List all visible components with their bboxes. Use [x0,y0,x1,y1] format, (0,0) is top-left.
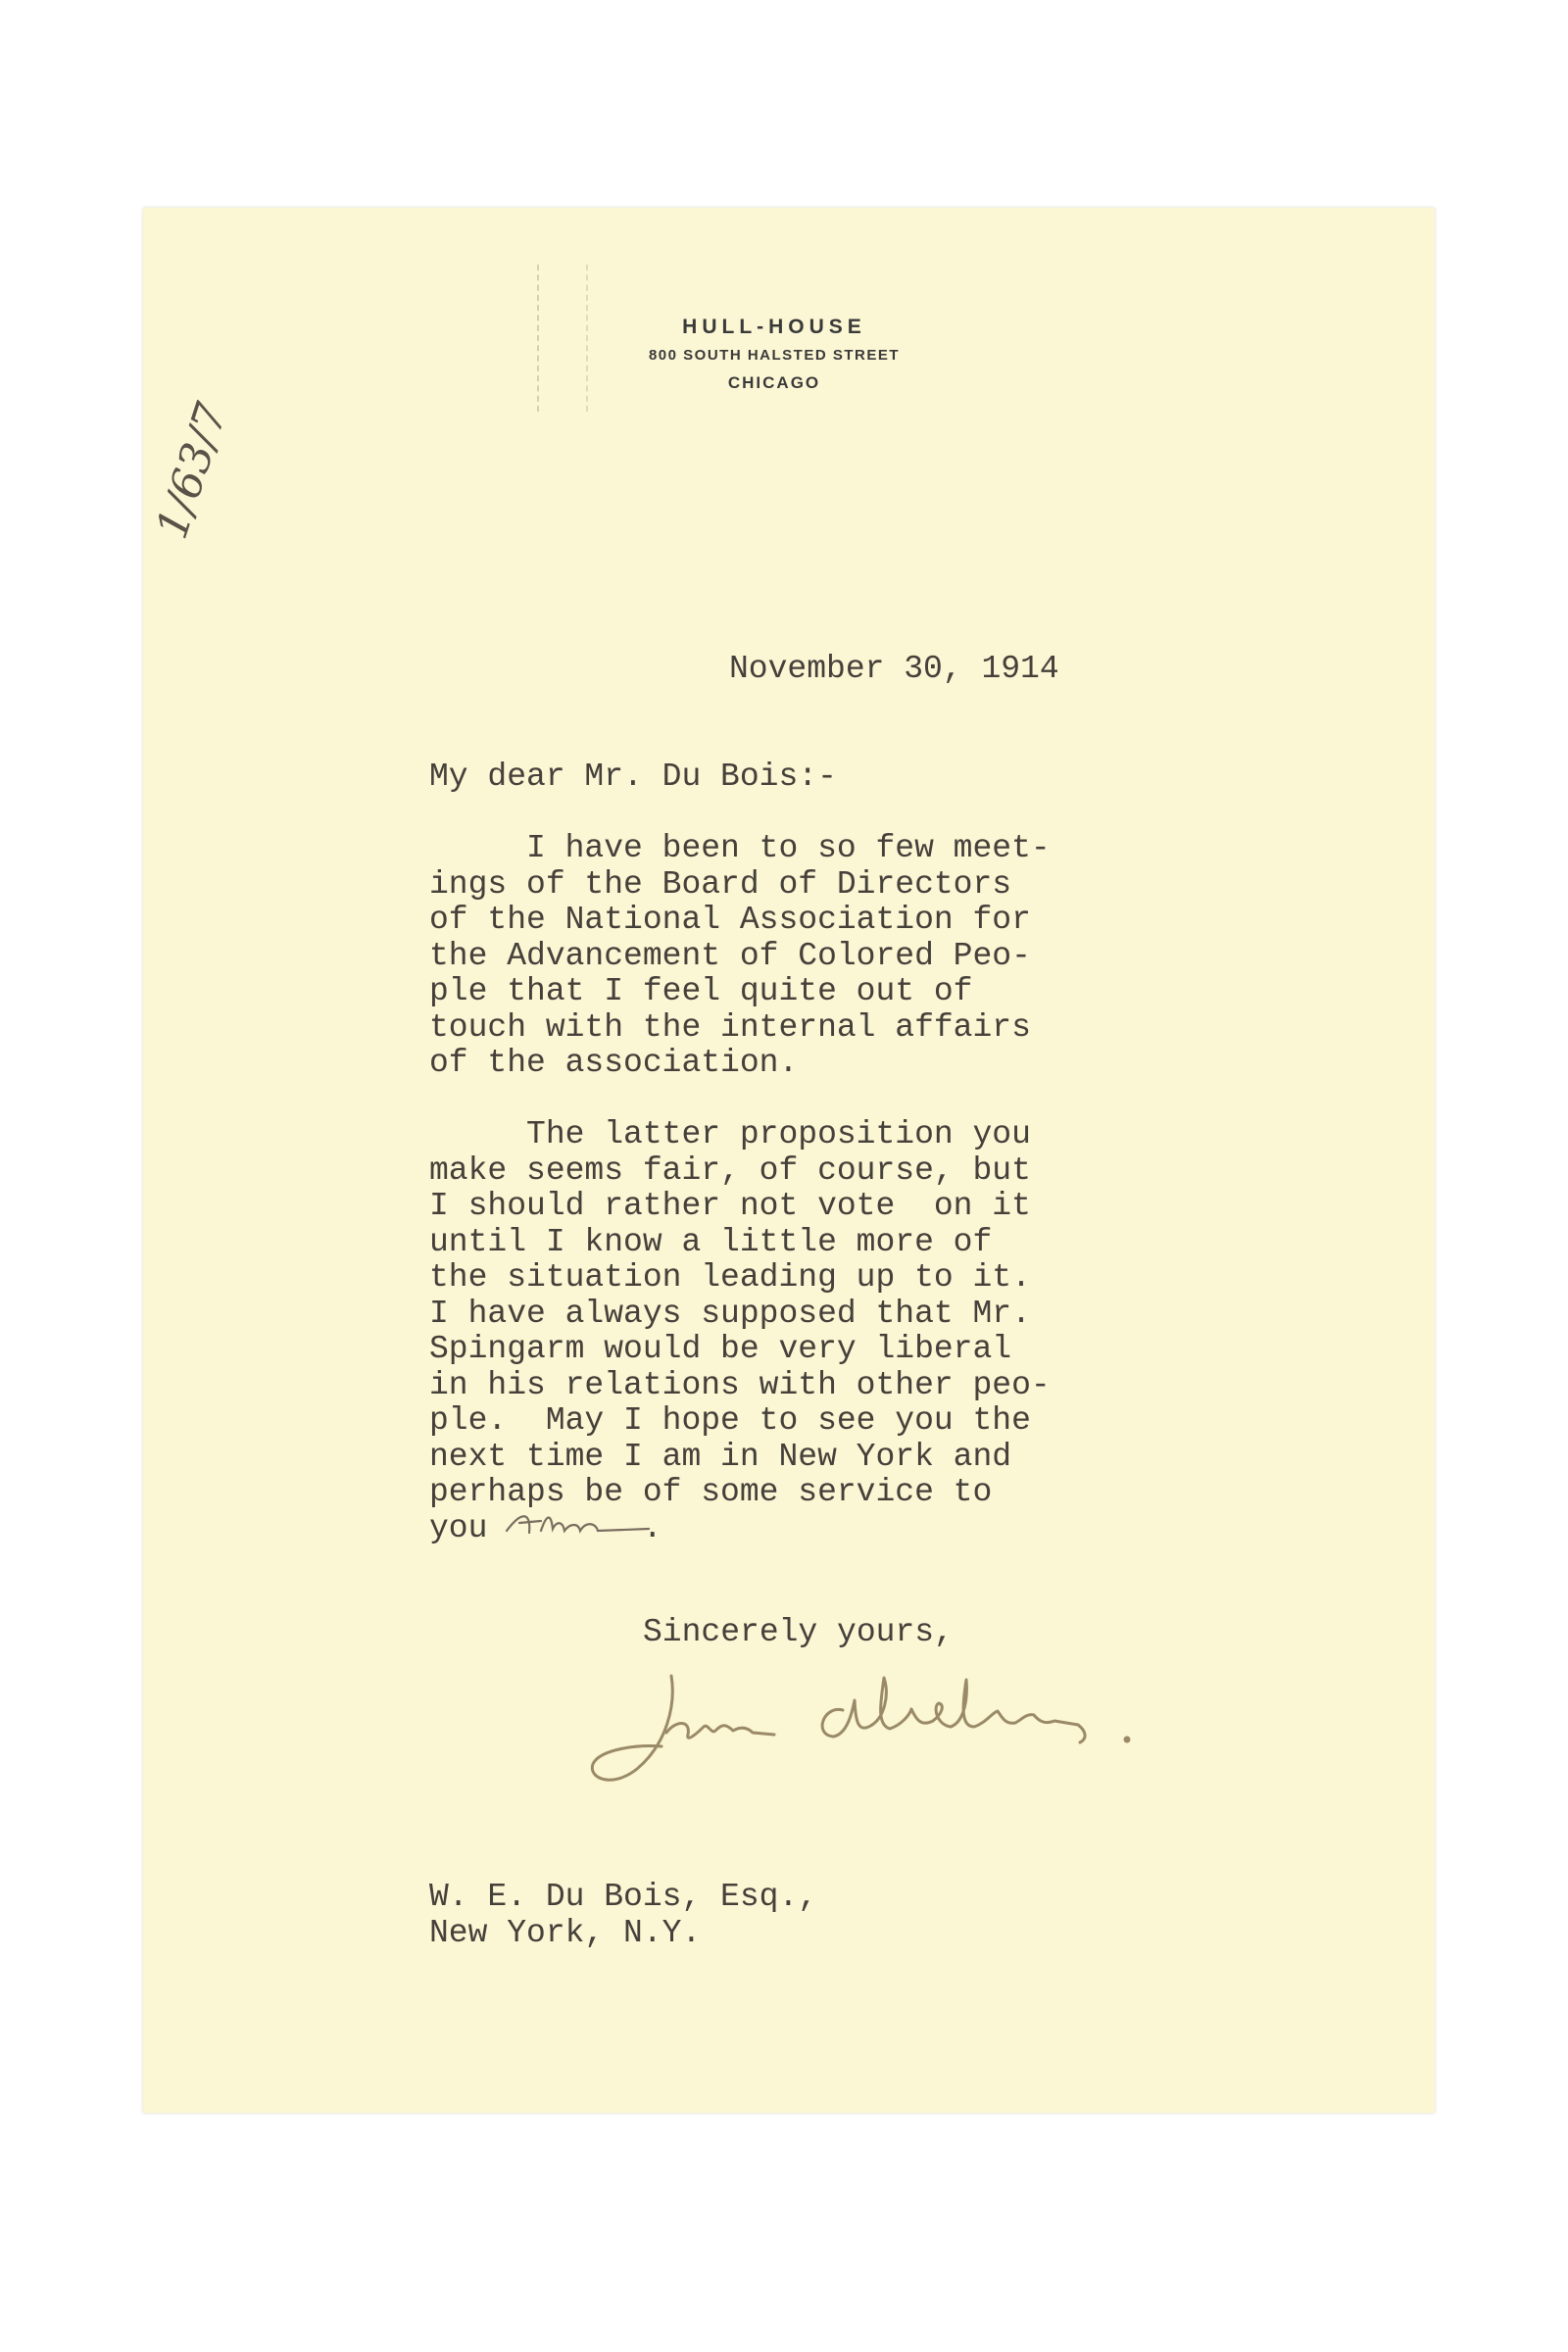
salutation: My dear Mr. Du Bois:- [429,759,837,795]
body-paragraph-1: I have been to so few meet- ings of the Board of Directors of the National Association for the Advancement of Colored Peo- ple that I feel quite out of touch with the internal affairs of the association. [429,830,1051,1081]
signature-graphic [578,1666,1215,1793]
letterhead-name: HULL-HOUSE [682,316,866,338]
letterhead-street: 800 SOUTH HALSTED STREET [648,347,901,364]
signature [578,1666,1215,1793]
recipient-address [429,1880,817,1951]
archive-number: 1/63/7 [147,397,238,545]
letterhead [578,316,970,393]
handwritten-insert-graphic [502,1501,668,1550]
recipient-city-line: New York, N.Y. [429,1914,702,1951]
letter-date: November 30, 1914 [729,651,1059,687]
recipient-name-line: W. E. Du Bois, Esq., [429,1879,818,1915]
handwritten-insert [502,1501,668,1550]
closing: Sincerely yours, [643,1614,954,1650]
letterhead-city: CHICAGO [727,373,821,392]
body-paragraph-2: The latter proposition you make seems fair, of course, but I should rather not vote on it until I know a little more of the situation leading up to it. I have always supposed that Mr. Spingarm would be very liberal in his relations with other peo- ple. May I hope to see you the next time I am in New York and perhaps be of some service to you . [429,1116,1051,1546]
